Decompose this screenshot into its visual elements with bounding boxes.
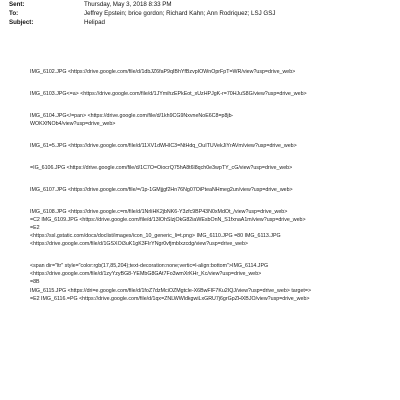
body-line: <https://drive.google.com/file/d/1zyYzyBG8-YEMbG8GAt7Fo3wmXrKHr_Kc/view?usp=drive_web> bbox=[30, 271, 262, 277]
subject-row bbox=[9, 19, 394, 27]
body-line: IMG_61=5.JPG <https://drive.google.com/file/d/11XV1dWHIC3=NtHdq_OuITUVekJiYrAVm/view?usp=drive_web> bbox=[30, 143, 297, 149]
body-line: <span dir="ltr" style="color:rgb(17,85,204);text-decoration:none;vertic=l-align:bottom">IMG_6114.JPG bbox=[30, 263, 269, 269]
subject-value: Helipad bbox=[84, 19, 105, 26]
sent-label: Sent: bbox=[9, 1, 25, 8]
body-line: IMG_6107.JPG <https://drive.google.com/file/=/1p-1GMjjgf2Hn76Ng07OiPteaNHmeg2un/view?usp=drive_web> bbox=[30, 187, 293, 193]
to-value: Jeffrey Epstein; brice gordon; Richard Kahn; Ann Rodriquez; LSJ GSJ bbox=[84, 10, 276, 17]
body-line: IMG_6108.JPG <https://drive.google.c=m/file/d/1NrliHK2jbNK6-Y3zfc9BP43N0xMdOt_/view?usp=drive_web> bbox=[30, 209, 288, 215]
body-line: =8B bbox=[30, 279, 40, 285]
body-line: IMG_6103.JPG<=a> <https://drive.google.com/file/d/1JYmihzEPkEot_xUzHPJgK-r=70HJuS8G/view?usp=drive_web> bbox=[30, 91, 307, 97]
to-label: To: bbox=[9, 10, 19, 17]
body-line: =E2 IMG_6116.=PG <https://drive.google.com/file/d/1qx=ZNLWWldkgwiLxGRU7j6grGpZHXBJO/view?usp=drive_web> bbox=[30, 296, 310, 302]
body-line: IMG_6102.JPG <https://drive.google.com/file/d/1dbJZ6faP9qIBhYfBzvpIOWnOprFpT=WR/view?usp=drive_web> bbox=[30, 69, 296, 75]
subject-label: Subject: bbox=[9, 19, 34, 26]
body-line: =C2 IMG_6109.JPG <https://drive.google.com/file/d/13lOhSlzjOkG82iaWEsbOnN_S1fxnaA1m/view?usp=drive_web> bbox=[30, 217, 306, 223]
body-line: WOKXfNOb4/view?usp=drive_web> bbox=[30, 121, 116, 127]
body-line: <https://ssl.gstatic.com/docs/doclist/images/icon_10_generic_li=t.png> IMG_6110.JPG =80 IMG_6113.JPG bbox=[30, 233, 281, 239]
body-line: IMG_6104.JPG</=pan> <https://drive.google.com/file/d/1kh9CG9NxvneNoE6C8=p8jb- bbox=[30, 113, 234, 119]
body-line: <https://drive.google.com/file/d/1GSXOi3uK1gK3FIrYNgr0vfjmbIxzcdg/view?usp=drive_web> bbox=[30, 241, 249, 247]
sent-value: Thursday, May 3, 2018 8:33 PM bbox=[84, 1, 172, 8]
body-line: =IG_6106.JPG <https://drive.google.com/file/d/1C7O=OiocrQ75hA8t6l8qch0e3wpTY_cG/view?usp=drive_web> bbox=[30, 165, 293, 171]
body-line: IMG_6115.JPG <https://dri=e.google.com/file/d/1foZ7dzMciOZMgtcle-X6BwFIF7Ku2IQJ/view?usp=drive_web> target=> bbox=[30, 288, 312, 294]
to-row bbox=[9, 10, 394, 18]
body-line: =E2 bbox=[30, 225, 40, 231]
sent-row bbox=[9, 1, 394, 9]
